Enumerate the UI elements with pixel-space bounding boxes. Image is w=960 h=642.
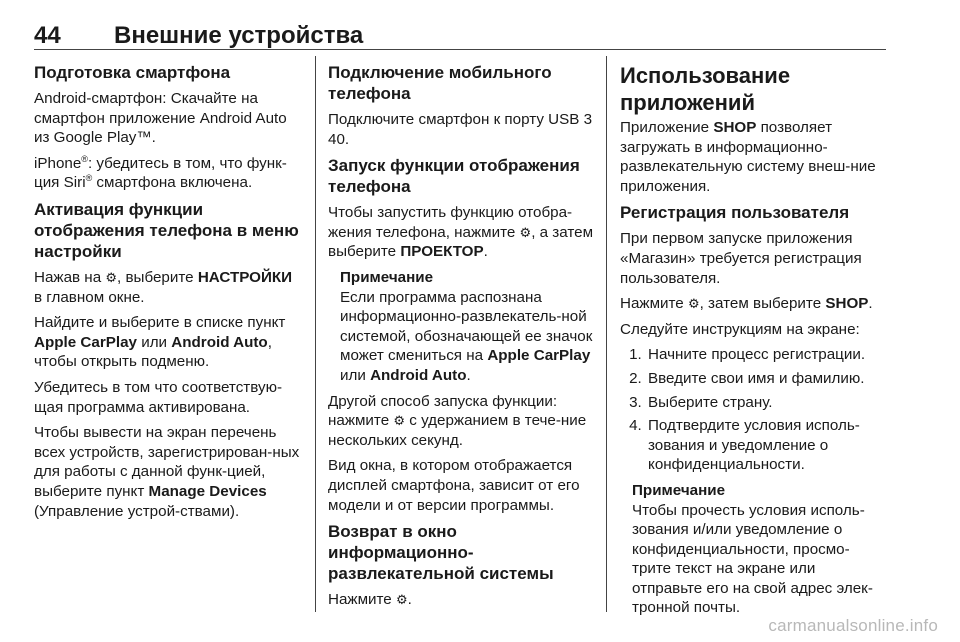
heading-activation: Активация функции отображения телефона в меню настройки [34, 199, 299, 261]
text: Подключите смартфон к порту USB [328, 111, 584, 128]
page-header [34, 18, 886, 52]
text: или [136, 333, 172, 351]
paragraph-display-view: Вид окна, в котором отображается дисплей смартфона, зависит от его модели и от версии программы. [328, 457, 580, 514]
text: Другой способ запуска функции: нажмите [328, 392, 558, 430]
paragraph-press [328, 590, 596, 610]
paragraph-android: Android-смартфон: Скачайте на смартфон приложение Android Auto из Google Play™. [34, 90, 287, 147]
list-item: 4. Подтвердите условия исполь-зования и уведомление о конфиденциальности. [646, 416, 888, 475]
paragraph-manage-devices [34, 423, 302, 521]
text: . [466, 366, 471, 384]
registered-mark: ® [85, 173, 93, 184]
note-text [340, 288, 596, 386]
heading-return: Возврат в окно информационно-развлекательной системы [328, 522, 554, 584]
paragraph-first-launch: При первом запуске приложения «Магазин» требуется регистрация пользователя. [620, 230, 862, 287]
bold-term: Android Auto [171, 333, 268, 351]
note-title: Примечание [340, 268, 434, 286]
heading-smartphone-prep: Подготовка смартфона [34, 63, 231, 82]
text: Нажмите [620, 295, 688, 313]
text: позволяет загружать в информационно-развлекательную систему внеш-ние приложения. [620, 119, 876, 195]
list-item: 3. Выберите страну. [646, 393, 888, 413]
bold-term: Android Auto [370, 366, 467, 384]
paragraph-start [328, 203, 596, 262]
gear-icon: ⚙ [687, 296, 700, 312]
bold-term: Apple CarPlay [487, 347, 591, 365]
heading-start-projection: Запуск функции отображения телефона [328, 156, 580, 197]
text: Приложение [620, 119, 714, 136]
column-2 [328, 62, 596, 616]
heading-registration: Регистрация пользователя [620, 203, 850, 223]
text: Нажмите [328, 591, 396, 609]
paragraph-settings [34, 268, 302, 307]
gear-icon: ⚙ [395, 592, 408, 608]
text: Чтобы запустить функцию отобра-жения телефона, нажмите [328, 204, 573, 241]
text: , выберите [117, 268, 198, 286]
bold-term: Apple CarPlay [34, 333, 137, 351]
note-text: Чтобы прочесть условия исполь-зования и/или уведомление о конфиденциальности, просмо-трите текст на экране или отправьте его на свой адрес элек-тронной почты. [632, 501, 873, 617]
bold-term: Manage Devices [148, 482, 267, 500]
column-divider-2 [606, 56, 607, 612]
list-item: 2. Введите свои имя и фамилию. [646, 369, 888, 389]
column-3 [620, 62, 888, 624]
text: Чтобы вывести на экран перечень всех устройств, зарегистрирован-ных для работы с данной функ-цией, выберите пункт [34, 424, 300, 500]
paragraph-alt-method [328, 392, 596, 451]
page-reference: 3 40. [328, 111, 593, 148]
text: с удержанием в тече-ние нескольких секунд. [328, 412, 587, 449]
text: Если программа распознана информационно-развлекатель-ной системой, обозначающей ее значок может смениться на [340, 288, 593, 365]
bold-term: SHOP [825, 295, 869, 313]
text: или [340, 366, 371, 384]
text: . [483, 243, 488, 261]
text: в главном окне. [34, 288, 145, 306]
heading-connect-phone: Подключение мобильного телефона [328, 63, 552, 103]
note-box [620, 481, 888, 618]
paragraph-iphone [34, 154, 302, 193]
text: , затем выберите [699, 295, 826, 313]
text: (Управление устрой-ствами). [34, 502, 240, 520]
text: . [868, 295, 873, 313]
column-divider-1 [315, 56, 316, 612]
header-rule [34, 49, 886, 50]
gear-icon: ⚙ [393, 413, 406, 429]
column-1 [34, 62, 302, 527]
text: , а затем выберите [328, 223, 594, 261]
page-number: 44 [34, 22, 61, 49]
steps-list [620, 345, 888, 475]
bold-term: SHOP [713, 119, 757, 136]
text: : убедитесь в том, что функ-ция Siri [34, 154, 287, 192]
paragraph-select-shop [620, 294, 888, 314]
paragraph-usb [328, 110, 596, 149]
gear-icon: ⚙ [105, 269, 118, 285]
paragraph-ensure: Убедитесь в том что соответствую-щая программа активирована. [34, 378, 283, 416]
bold-term: НАСТРОЙКИ [197, 268, 293, 286]
text: смартфона включена. [92, 174, 253, 192]
chapter-title: Внешние устройства [114, 22, 364, 49]
list-item: 1. Начните процесс регистрации. [646, 345, 888, 365]
text: iPhone [34, 154, 82, 172]
watermark: carmanualsonline.info [768, 616, 938, 635]
note-title: Примечание [632, 481, 726, 499]
registered-mark: ® [81, 153, 88, 164]
text: Найдите и выберите в списке пункт [34, 314, 286, 332]
heading-using-apps: Использование приложений [620, 63, 791, 115]
text: . [407, 591, 412, 609]
gear-icon: ⚙ [519, 224, 532, 240]
note-box [328, 268, 596, 386]
paragraph-find-item [34, 313, 302, 372]
text: Нажав на [34, 268, 106, 286]
paragraph-shop [620, 118, 888, 196]
bold-term: ПРОЕКТОР [400, 243, 484, 261]
text: , чтобы открыть подменю. [34, 333, 272, 371]
paragraph-follow: Следуйте инструкциям на экране: [620, 320, 860, 338]
